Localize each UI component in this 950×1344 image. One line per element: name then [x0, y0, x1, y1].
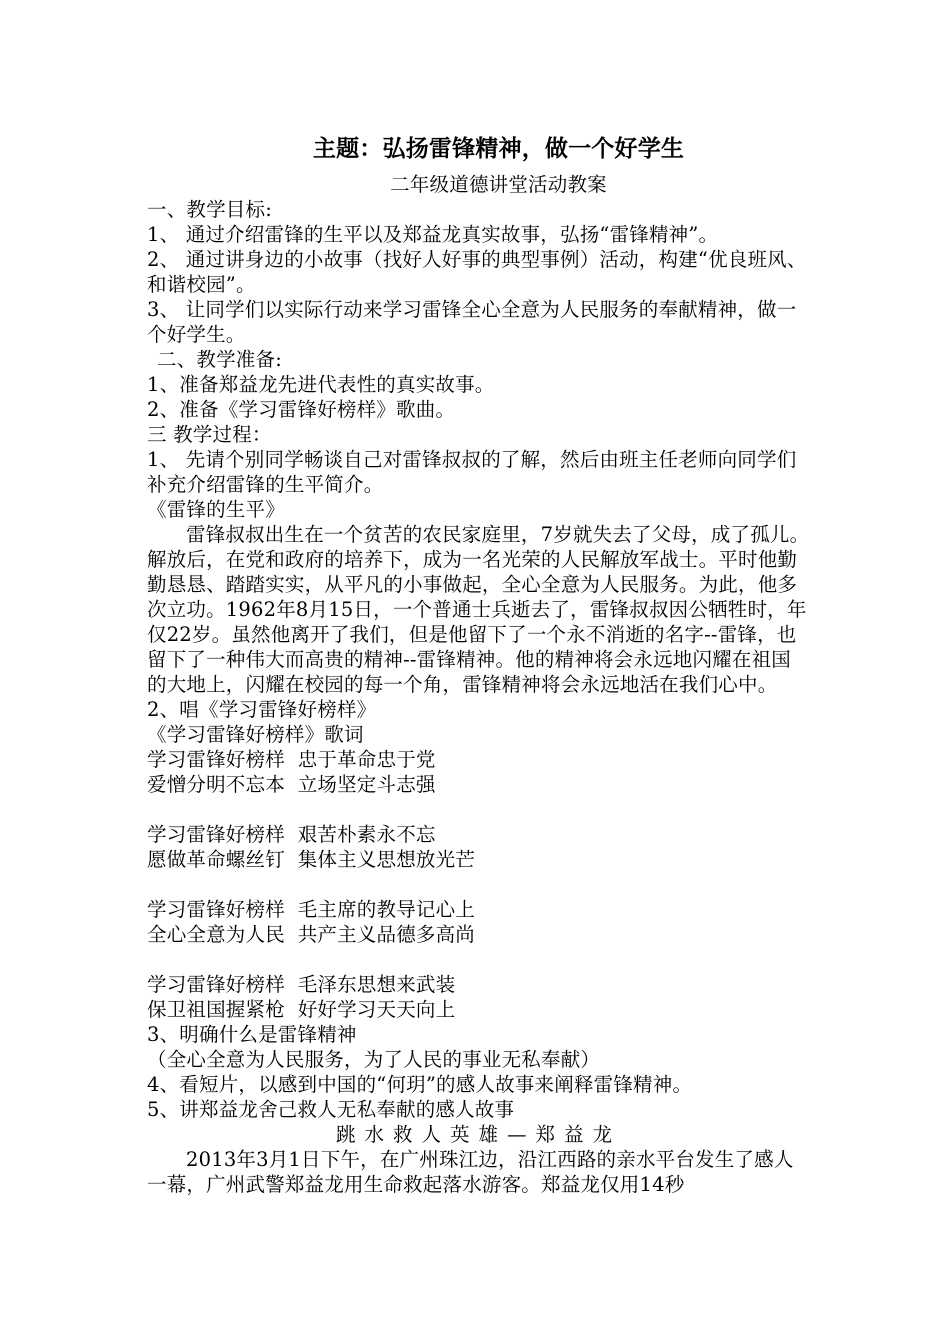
lyric-line: 爱憎分明不忘本 立场坚定斗志强	[147, 773, 436, 796]
biography-title: 《雷锋的生平》	[147, 498, 285, 521]
lyric-line: 学习雷锋好榜样 忠于革命忠于党	[147, 748, 436, 771]
lyric-line: 学习雷锋好榜样 艰苦朴素永不忘	[147, 823, 436, 846]
stanza-gap	[147, 872, 810, 897]
lyrics-title: 《学习雷锋好榜样》歌词	[147, 723, 364, 746]
lyric-line: 愿做革命螺丝钉 集体主义思想放光芒	[147, 848, 475, 871]
biography-text: 雷锋叔叔出生在一个贫苦的农民家庭里，7岁就失去了父母，成了孤儿。解放后，在党和政府的培养下，成为一名光荣的人民解放军战士。平时他勤勤恳恳、踏踏实实，从平凡的小事做起，全心全意为人民服务。为此，他多次立功。1962年8月15日，一个普通士兵逝去了，雷锋叔叔因公牺牲时，年仅22岁。虽然他离开了我们，但是他留下了一个永不消逝的名字--雷锋，也留下了一种伟大而高贵的精神--雷锋精神。他的精神将会永远地闪耀在祖国的大地上，闪耀在校园的每一个角，雷锋精神将会永远地活在我们心中。	[147, 523, 810, 696]
story-title: 跳水救人英雄—郑益龙	[335, 1123, 621, 1146]
preparation-item: 2、准备《学习雷锋好榜样》歌曲。	[147, 398, 456, 421]
lyric-line: 学习雷锋好榜样 毛主席的教导记心上	[147, 898, 475, 921]
process-step-4: 4、看短片，以感到中国的“何玥”的感人故事来阐释雷锋精神。	[147, 1073, 693, 1096]
section-heading-goals: 一、教学目标:	[147, 198, 272, 221]
process-step-3: 3、明确什么是雷锋精神	[147, 1023, 357, 1046]
page-title: 主题：弘扬雷锋精神，做一个好学生	[312, 135, 685, 162]
preparation-item: 1、准备郑益龙先进代表性的真实故事。	[147, 373, 495, 396]
process-step-1: 1、 先请个别同学畅谈自己对雷锋叔叔的了解，然后由班主任老师向同学们补充介绍雷锋的生平简介。	[147, 448, 797, 496]
goal-item: 2、 通过讲身边的小故事（找好人好事的典型事例）活动，构建“优良班风、和谐校园”。	[147, 248, 807, 296]
process-step-5: 5、讲郑益龙舍己救人无私奉献的感人故事	[147, 1098, 515, 1121]
lyric-line: 学习雷锋好榜样 毛泽东思想来武装	[147, 973, 456, 996]
page-subtitle: 二年级道德讲堂活动教案	[390, 173, 607, 196]
lyric-line: 全心全意为人民 共产主义品德多高尚	[147, 923, 475, 946]
process-step-2: 2、唱《学习雷锋好榜样》	[147, 698, 377, 721]
section-heading-preparation: 二、教学准备:	[157, 348, 282, 371]
goal-item: 3、 让同学们以实际行动来学习雷锋全心全意为人民服务的奉献精神，做一个好学生。	[147, 298, 797, 346]
goal-item: 1、 通过介绍雷锋的生平以及郑益龙真实故事，弘扬“雷锋精神”。	[147, 223, 719, 246]
stanza-gap	[147, 797, 810, 822]
lyric-line: 保卫祖国握紧枪 好好学习天天向上	[147, 998, 456, 1021]
section-heading-process: 三 教学过程：	[147, 423, 272, 446]
stanza-gap	[147, 947, 810, 972]
story-text: 2013年3月1日下午，在广州珠江边，沿江西路的亲水平台发生了感人一幕，广州武警郑益龙用生命救起落水游客。郑益龙仅用14秒	[147, 1148, 794, 1196]
process-step-3-note: （全心全意为人民服务，为了人民的事业无私奉献）	[147, 1048, 601, 1071]
